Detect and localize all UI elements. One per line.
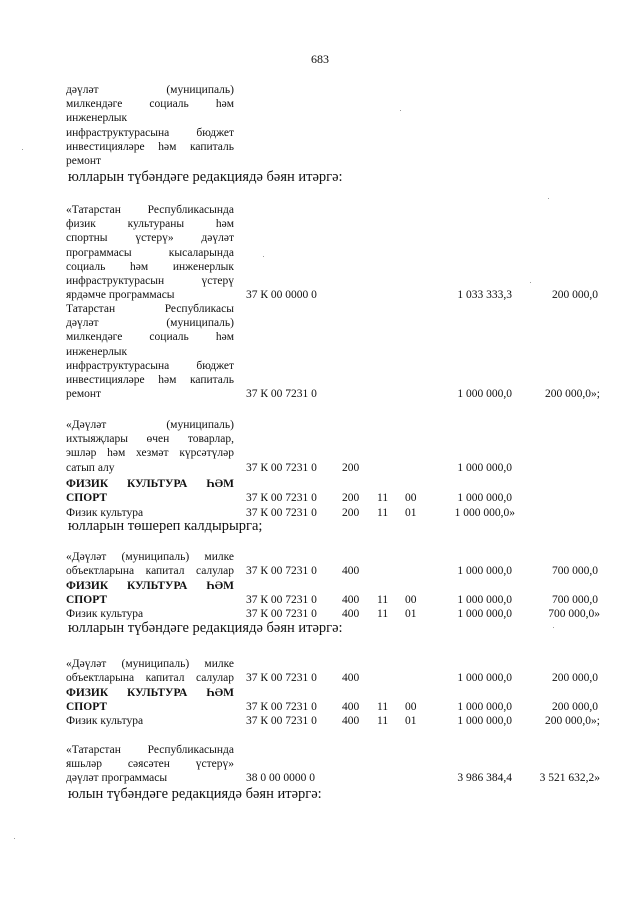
expense-type: 400 [342,565,360,577]
text-line: инвестицияләре һәм капиталь [66,374,234,387]
scan-speck [14,838,15,839]
text-line: дәүләт программасы [66,772,168,785]
target-code: 37 К 00 7231 0 [246,388,317,400]
text-line: СПОРТ [66,594,108,607]
section: 11 [377,715,389,727]
amount-1: 1 000 000,0 [457,462,512,474]
text-line: инженерлык [66,112,128,125]
amount-2: 700 000,0 [552,594,598,606]
text-line: объектларына капитал салулар [66,565,234,578]
text-line: дәүләт (муниципаль) [66,84,234,96]
subsection: 00 [405,492,417,504]
text-line: спортны үстерү» дәүләт [66,232,234,245]
text-line: физик культураны һәм [66,218,234,231]
text-line: «Татарстан Республикасында [66,204,234,216]
text-line: инфраструктурасына бюджет [66,359,234,372]
amount-1: 1 000 000,0 [457,565,512,577]
amount-1: 1 033 333,3 [457,289,512,301]
amount-1: 1 000 000,0 [457,608,512,620]
amount-2: 700 000,0» [548,608,600,620]
expense-type: 400 [342,594,360,606]
text-line: инженерлык [66,345,128,358]
target-code: 37 К 00 7231 0 [246,594,317,606]
amount-2: 200 000,0»; [545,388,600,400]
subsection: 01 [405,507,417,519]
page-number: 683 [311,52,329,66]
subsection: 01 [405,715,417,727]
subsection: 01 [405,608,417,620]
scan-speck [400,110,401,111]
amount-1: 1 000 000,0 [457,701,512,713]
section: 11 [377,492,389,504]
target-code: 37 К 00 0000 0 [246,289,317,301]
target-code: 37 К 00 7231 0 [246,701,317,713]
target-code: 37 К 00 7231 0 [246,492,317,504]
text-line: ремонт [66,155,102,168]
target-code: 38 0 00 0000 0 [246,772,315,784]
target-code: 37 К 00 7231 0 [246,715,317,727]
target-code: 37 К 00 7231 0 [246,608,317,620]
amount-2: 200 000,0 [552,701,598,713]
scan-speck [548,198,549,199]
instruction-text: юлын түбәндәге редакциядә бәян итәргә: [68,786,322,802]
section: 11 [377,701,389,713]
text-line: эшләр һәм хезмәт күрсәтүләр [66,447,234,460]
text-line: ФИЗИК КУЛЬТУРА ҺӘМ [66,687,234,699]
text-line: дәүләт (муниципаль) [66,317,234,330]
text-line: объектларына капитал салулар [66,672,234,685]
amount-1: 1 000 000,0 [457,492,512,504]
amount-2: 200 000,0»; [545,715,600,727]
target-code: 37 К 00 7231 0 [246,507,317,519]
scan-speck [263,256,264,257]
scan-speck [22,149,23,150]
expense-type: 400 [342,715,360,727]
amount-2: 200 000,0 [552,672,598,684]
section: 11 [377,507,389,519]
text-line: СПОРТ [66,701,108,714]
text-line: Физик культура [66,608,144,620]
text-line: социаль һәм инженерлык [66,260,234,273]
expense-type: 200 [342,507,360,519]
expense-type: 200 [342,462,360,474]
instruction-text: юлларын түбәндәге редакциядә бәян итәргә: [68,169,343,185]
text-line: ремонт [66,388,102,401]
text-line: милкендәге социаль һәм [66,331,234,344]
text-line: Физик культура [66,715,144,727]
expense-type: 400 [342,672,360,684]
text-line: «Татарстан Республикасында [66,744,234,756]
target-code: 37 К 00 7231 0 [246,565,317,577]
amount-1: 1 000 000,0 [457,388,512,400]
target-code: 37 К 00 7231 0 [246,462,317,474]
scan-speck [530,282,531,283]
section: 11 [377,608,389,620]
text-line: Татарстан Республикасы [66,303,234,315]
subsection: 00 [405,594,417,606]
text-line: милкендәге социаль һәм [66,98,234,111]
amount-1: 1 000 000,0 [457,715,512,727]
amount-1: 1 000 000,0 [457,594,512,606]
amount-2: 200 000,0 [552,289,598,301]
section: 11 [377,594,389,606]
text-line: яшьләр сәясәтен үстерү» [66,758,234,771]
amount-2: 700 000,0 [552,565,598,577]
instruction-text: юлларын төшереп калдырырга; [68,518,263,534]
text-line: инвестицияләре һәм капиталь [66,140,234,153]
amount-1: 1 000 000,0 [457,672,512,684]
text-line: ихтыяҗлары өчен товарлар, [66,433,234,446]
amount-2: 3 521 632,2» [539,772,600,784]
instruction-text: юлларын түбәндәге редакциядә бәян итәргә: [68,620,343,636]
text-line: СПОРТ [66,492,108,505]
text-line: «Дәүләт (муниципаль) [66,419,234,431]
expense-type: 400 [342,701,360,713]
amount-1: 1 000 000,0» [454,507,515,519]
expense-type: 200 [342,492,360,504]
text-line: ФИЗИК КУЛЬТУРА ҺӘМ [66,478,234,490]
target-code: 37 К 00 7231 0 [246,672,317,684]
text-line: сатып алу [66,461,115,474]
text-line: ФИЗИК КУЛЬТУРА ҺӘМ [66,580,234,592]
text-line: ярдәмче программасы [66,289,175,302]
text-line: программасы кысаларында [66,246,234,259]
text-line: Физик культура [66,507,144,519]
amount-1: 3 986 384,4 [457,772,512,784]
text-line: «Дәүләт (муниципаль) милке [66,551,234,563]
scan-speck [553,627,554,628]
text-line: инфраструктурасын үстерү [66,275,234,288]
expense-type: 400 [342,608,360,620]
text-line: «Дәүләт (муниципаль) милке [66,658,234,670]
text-line: инфраструктурасына бюджет [66,126,234,139]
subsection: 00 [405,701,417,713]
